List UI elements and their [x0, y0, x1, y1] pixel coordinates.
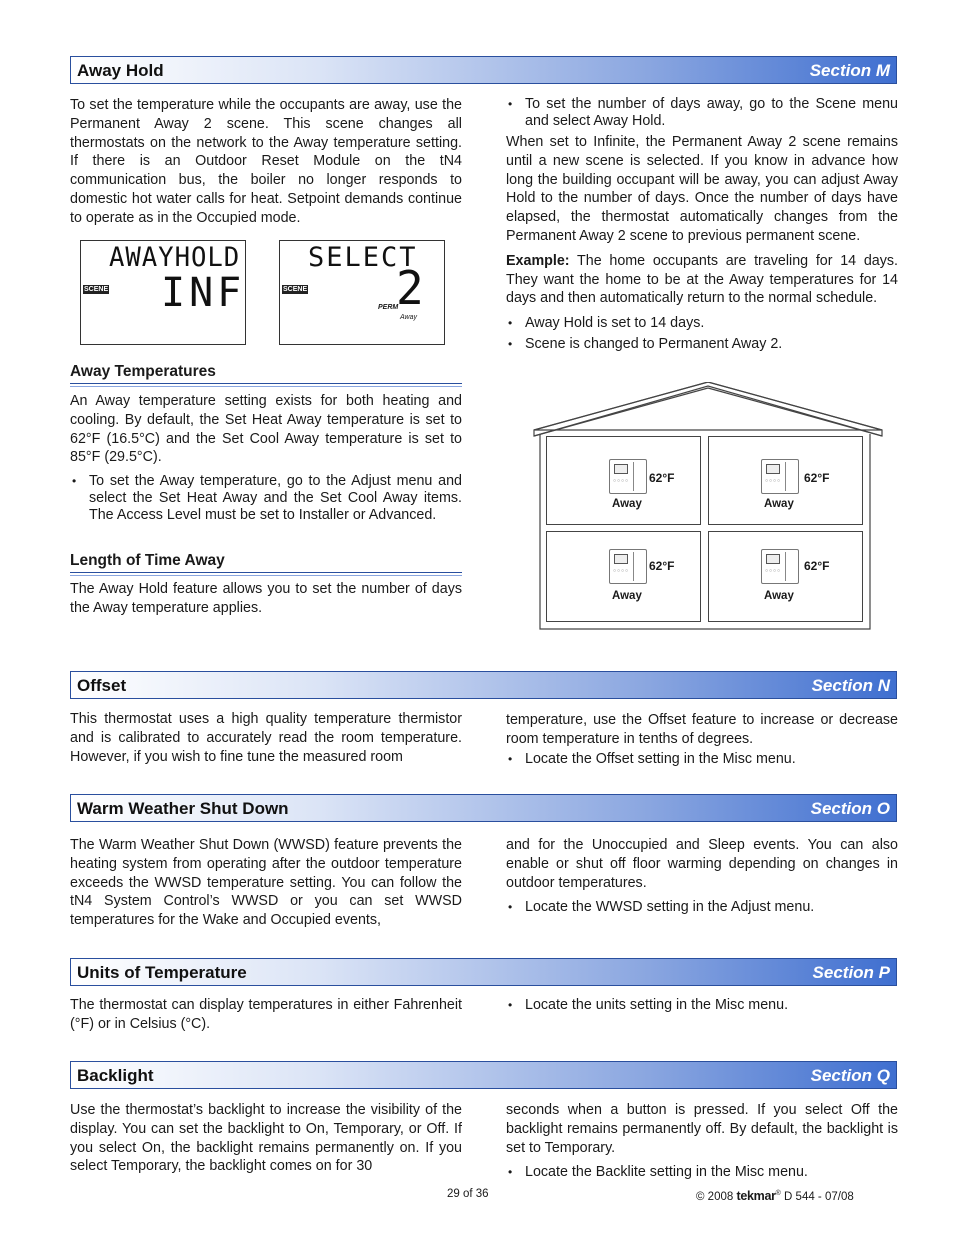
- section-label: Section P: [812, 963, 890, 982]
- brand-logo: tekmar: [736, 1188, 776, 1203]
- units-left-block: [70, 996, 462, 1040]
- length-of-time-away-text: The Away Hold feature allows you to set the number of days the Away temperature applies.: [70, 581, 462, 616]
- lcd-display-select: [279, 240, 445, 345]
- list-item: • To set the Away temperature, go to the Adjust menu and select the Set Heat Away and the Set Cool Away items. The Access Level must be set to Installer or Advanced.: [70, 473, 462, 524]
- section-title: Units of Temperature: [77, 963, 247, 982]
- section-label: Section O: [810, 799, 890, 818]
- house-roof: [534, 382, 882, 436]
- away-temperatures-block: [70, 392, 462, 526]
- wwsd-right-block: [506, 836, 898, 919]
- offset-right-text: temperature, use the Offset feature to increase or decrease room temperature in tenths of degrees.: [506, 712, 898, 747]
- list-item: • Away Hold is set to 14 days.: [506, 314, 898, 333]
- section-m-header: [70, 56, 897, 84]
- example-text: [506, 252, 898, 308]
- away-indicator: Away: [400, 314, 417, 321]
- list-item: • Locate the Backlite setting in the Misc menu.: [506, 1163, 898, 1182]
- thermostat-icon: ○○○○: [609, 459, 647, 494]
- room-label: Away: [764, 498, 794, 510]
- length-of-time-away-heading: Length of Time Away: [70, 552, 225, 569]
- backlight-right-block: [506, 1101, 898, 1184]
- room-label: Away: [612, 498, 642, 510]
- perm-indicator: PERM: [378, 304, 399, 311]
- offset-left-block: [70, 710, 462, 772]
- thermostat-icon: ○○○○: [609, 549, 647, 584]
- list-item: • Locate the Offset setting in the Misc menu.: [506, 750, 898, 769]
- section-o-header: [70, 794, 897, 822]
- list-item: • Locate the units setting in the Misc menu.: [506, 996, 898, 1015]
- offset-left-text: This thermostat uses a high quality temperature thermistor and is calibrated to accurately read the room temperature. However, if you wish to fine tune the measured room: [70, 711, 462, 765]
- backlight-left-block: [70, 1101, 462, 1182]
- backlight-left-text: Use the thermostat’s backlight to increase the visibility of the display. You can set the backlight to On, Temporary, or Off. If you select On, the backlight remains permanently on. If you select Temporary, the backlight comes on for 30: [70, 1102, 462, 1175]
- units-left-text: The thermostat can display temperatures in either Fahrenheit (°F) or in Celsius (°C).: [70, 997, 462, 1032]
- room-temperature: 62°F: [804, 559, 830, 573]
- registered-mark: ®: [775, 1190, 781, 1197]
- example-body: The home occupants are traveling for 14 days. They want the home to be at the Away temperatures for 14 days and then automatically return to the normal schedule.: [506, 252, 898, 307]
- scene-indicator: SCENE: [84, 286, 109, 293]
- room-temperature: 62°F: [649, 559, 675, 573]
- room-temperature: 62°F: [804, 471, 830, 485]
- section-title: Offset: [77, 676, 127, 695]
- lcd-display-away-hold: [80, 240, 246, 345]
- thermostat-icon: ○○○○: [761, 459, 799, 494]
- backlight-right-text: seconds when a button is pressed. If you select Off the backlight remains permanently off. By default, the backlight is set to Temporary.: [506, 1102, 898, 1156]
- infinite-text: When set to Infinite, the Permanent Away 2 scene remains until a new scene is selected. If you know in advance how long the building occupant will be away, you can adjust Away Hold to the number of days. Once the number of days have elapsed, the thermostat automatically changes from the Permanent Away 2 scene to previous permanent scene.: [506, 134, 898, 244]
- section-label: Section M: [809, 61, 890, 80]
- room: [708, 436, 863, 525]
- heading-rule: [70, 572, 462, 576]
- lcd-line-2: 2: [396, 261, 424, 315]
- section-label: Section N: [811, 676, 890, 695]
- example-label: Example:: [506, 252, 570, 269]
- section-title: Away Hold: [77, 61, 164, 80]
- thermostat-icon: ○○○○: [761, 549, 799, 584]
- list-item: • To set the number of days away, go to the Scene menu and select Away Hold.: [506, 96, 898, 130]
- section-p-header: [70, 958, 897, 986]
- lcd-line-1: SELECT: [308, 242, 418, 273]
- room-label: Away: [612, 590, 642, 602]
- offset-right-block: [506, 711, 898, 770]
- room: [546, 436, 701, 525]
- away-hold-right-block: [506, 96, 898, 356]
- units-right-block: [506, 996, 898, 1017]
- room-temperature: 62°F: [649, 471, 675, 485]
- away-hold-intro: To set the temperature while the occupants are away, use the Permanent Away 2 scene. This scene changes all thermostats on the network to the Away temperature setting. If there is an Outdoor Reset Module on the tN4 communication bus, the boiler no longer responds to domestic hot water calls for heat. Setpoint demands continue to operate as in the Occupied mode.: [70, 97, 462, 226]
- room: [708, 531, 863, 622]
- heading-rule: [70, 383, 462, 387]
- section-title: Warm Weather Shut Down: [77, 799, 289, 818]
- footer-copyright: [696, 1187, 854, 1204]
- copyright-text: © 2008: [696, 1190, 734, 1203]
- away-temperatures-heading: Away Temperatures: [70, 363, 216, 380]
- section-title: Backlight: [77, 1066, 154, 1085]
- list-item: • Locate the WWSD setting in the Adjust menu.: [506, 898, 898, 917]
- wwsd-left-block: [70, 836, 462, 936]
- list-item: • Scene is changed to Permanent Away 2.: [506, 335, 898, 354]
- wwsd-left-text: The Warm Weather Shut Down (WWSD) feature prevents the heating system from operating after the outdoor temperature exceeds the WWSD temperature setting. You can follow the tN4 System Control’s WWSD or you can set WWSD temperatures for the Wake and Occupied events,: [70, 837, 462, 929]
- document-code: D 544 - 07/08: [784, 1190, 854, 1203]
- room-label: Away: [764, 590, 794, 602]
- section-label: Section Q: [810, 1066, 890, 1085]
- room: [546, 531, 701, 622]
- scene-indicator: SCENE: [283, 286, 308, 293]
- wwsd-right-text: and for the Unoccupied and Sleep events. You can also enable or shut off floor warming depending on changes in outdoor temperatures.: [506, 837, 898, 891]
- away-temperatures-text: An Away temperature setting exists for both heating and cooling. By default, the Set Heat Away temperature is set to 62°F (16.5°C) and the Set Cool Away temperature is set to 85°F (29.5°C).: [70, 393, 462, 466]
- section-q-header: [70, 1061, 897, 1089]
- lcd-line-1: AWAYHOLD: [109, 242, 241, 273]
- away-hold-intro-block: [70, 96, 462, 234]
- section-n-header: [70, 671, 897, 699]
- page-number: 29 of 36: [447, 1188, 489, 1200]
- lcd-line-2: INF: [161, 270, 246, 316]
- length-of-time-away-block: [70, 580, 462, 624]
